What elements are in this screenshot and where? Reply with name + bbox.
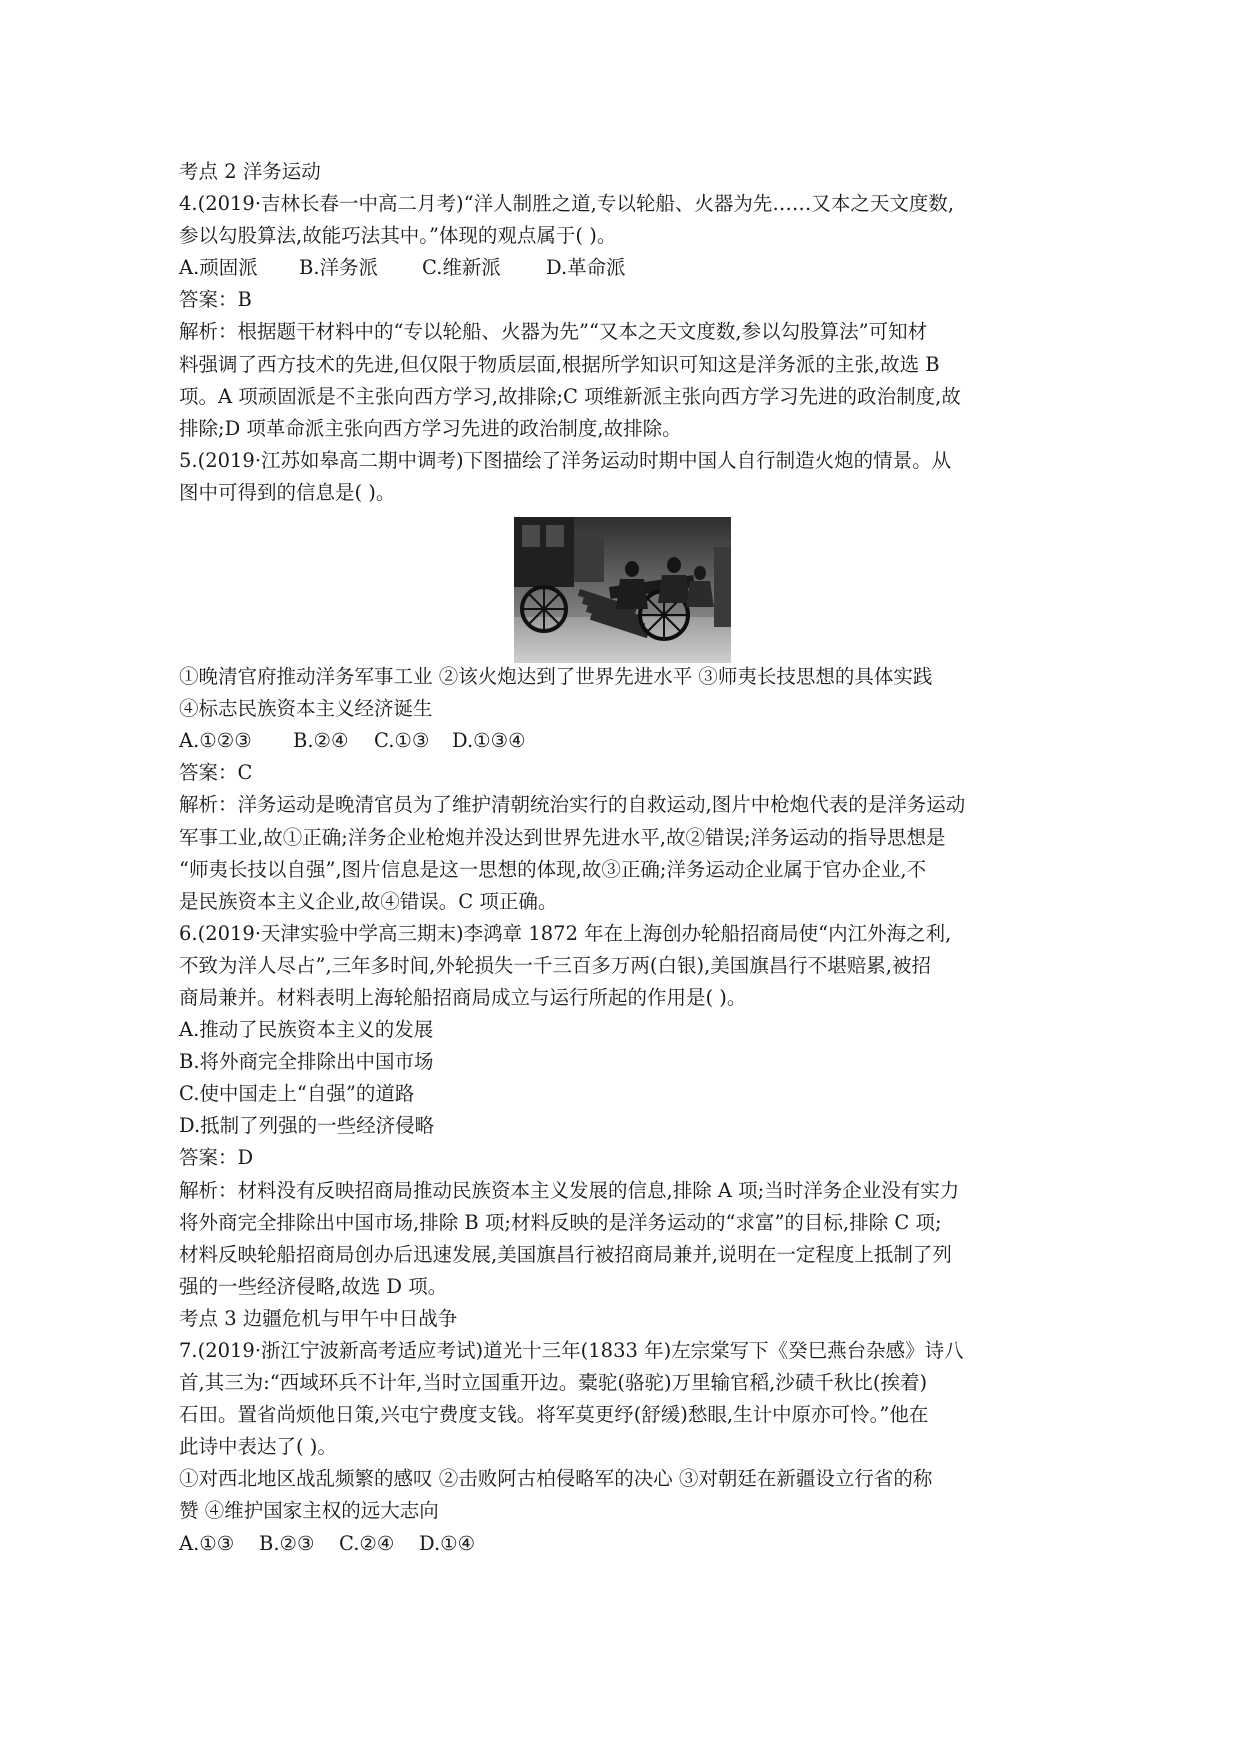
- option-d: D.①③④: [452, 729, 526, 753]
- option-a: A.推动了民族资本主义的发展: [179, 1018, 434, 1042]
- question-stem-line: 首,其三为:“西域环兵不计年,当时立国重开边。橐驼(骆驼)万里输官稻,沙碛千秋比(挨着): [179, 1371, 928, 1395]
- exam-content: [179, 156, 1069, 1560]
- photo-illustration: [514, 517, 731, 663]
- analysis-line: 排除;D 项革命派主张向西方学习先进的政治制度,故排除。: [179, 416, 682, 440]
- question-7: [179, 1335, 1069, 1560]
- question-4: [179, 188, 1069, 445]
- statement-line: ④标志民族资本主义经济诞生: [179, 697, 433, 721]
- question-stem-line: 6.(2019·天津实验中学高三期末)李鸿章 1872 年在上海创办轮船招商局使“内江外海之利,: [179, 921, 952, 945]
- option-c: C.②④: [339, 1531, 395, 1555]
- question-stem-line: 商局兼并。材料表明上海轮船招商局成立与运行所起的作用是( )。: [179, 985, 747, 1009]
- analysis-line: 材料反映轮船招商局创办后迅速发展,美国旗昌行被招商局兼并,说明在一定程度上抵制了列: [179, 1242, 952, 1266]
- question-stem-line: 4.(2019·吉林长春一中高二月考)“洋人制胜之道,专以轮船、火器为先……又本之天文度数,: [179, 192, 955, 216]
- question-stem-line: 此诗中表达了( )。: [179, 1435, 337, 1459]
- option-c: C.①③: [374, 729, 430, 753]
- answer-line: 答案：B: [179, 288, 252, 312]
- option-b: B.洋务派: [299, 256, 379, 280]
- option-d: D.①④: [419, 1531, 476, 1555]
- option-a: A.①③: [179, 1531, 235, 1555]
- analysis-line: 强的一些经济侵略,故选 D 项。: [179, 1274, 448, 1298]
- section-heading: 考点 3 边疆危机与甲午中日战争: [179, 1306, 458, 1330]
- analysis-line: 料强调了西方技术的先进,但仅限于物质层面,根据所学知识可知这是洋务派的主张,故选 B: [179, 352, 940, 376]
- section-heading: 考点 2 洋务运动: [179, 160, 321, 183]
- option-a: A.顽固派: [179, 256, 258, 280]
- statement-line: ①对西北地区战乱频繁的感叹 ②击败阿古柏侵略军的决心 ③对朝廷在新疆设立行省的称: [179, 1467, 933, 1491]
- options-row: [179, 1528, 1069, 1560]
- option-c: C.使中国走上“自强”的道路: [179, 1082, 415, 1106]
- question-stem-line: 不致为洋人尽占”,三年多时间,外轮损失一千三百多万两(白银),美国旗昌行不堪赔累,被招: [179, 953, 931, 977]
- question-stem-line: 图中可得到的信息是( )。: [179, 480, 396, 504]
- question-stem-line: 5.(2019·江苏如皋高二期中调考)下图描绘了洋务运动时期中国人自行制造火炮的情景。从: [179, 448, 952, 472]
- option-a: A.①②③: [179, 729, 252, 753]
- cannon-factory-photo: [514, 517, 731, 663]
- answer-line: 答案：D: [179, 1146, 254, 1170]
- question-6: [179, 918, 1069, 1303]
- option-b: B.②③: [259, 1531, 315, 1555]
- analysis-line: 解析：材料没有反映招商局推动民族资本主义发展的信息,排除 A 项;当时洋务企业没有实力: [179, 1178, 960, 1202]
- options-row: [179, 725, 1069, 757]
- question-5: [179, 445, 1069, 918]
- analysis-line: 将外商完全排除出中国市场,排除 B 项;材料反映的是洋务运动的“求富”的目标,排除 C 项;: [179, 1210, 942, 1234]
- question-stem-line: 石田。置省尚烦他日策,兴屯宁费度支钱。将军莫更纾(舒缓)愁眼,生计中原亦可怜。”他在: [179, 1403, 929, 1427]
- analysis-line: 项。A 项顽固派是不主张向西方学习,故排除;C 项维新派主张向西方学习先进的政治制度,故: [179, 384, 961, 408]
- option-b: B.将外商完全排除出中国市场: [179, 1050, 434, 1074]
- analysis-line: 解析：根据题干材料中的“专以轮船、火器为先”“又本之天文度数,参以勾股算法”可知材: [179, 320, 928, 344]
- question-stem-line: 7.(2019·浙江宁波新高考适应考试)道光十三年(1833 年)左宗棠写下《癸巳燕台杂感》诗八: [179, 1339, 964, 1362]
- statement-line: ①晚清官府推动洋务军事工业 ②该火炮达到了世界先进水平 ③师夷长技思想的具体实践: [179, 665, 933, 689]
- options-row: [179, 252, 1069, 284]
- statement-line: 赞 ④维护国家主权的远大志向: [179, 1499, 439, 1523]
- option-c: C.维新派: [422, 256, 501, 280]
- figure-container: [179, 517, 1069, 657]
- analysis-line: “师夷长技以自强”,图片信息是这一思想的体现,故③正确;洋务运动企业属于官办企业,不: [179, 857, 927, 881]
- option-b: B.②④: [293, 729, 349, 753]
- analysis-line: 解析：洋务运动是晚清官员为了维护清朝统治实行的自救运动,图片中枪炮代表的是洋务运动: [179, 793, 966, 817]
- analysis-line: 军事工业,故①正确;洋务企业枪炮并没达到世界先进水平,故②错误;洋务运动的指导思想是: [179, 825, 946, 849]
- option-d: D.革命派: [546, 256, 626, 280]
- question-stem-line: 参以勾股算法,故能巧法其中。”体现的观点属于( )。: [179, 224, 617, 248]
- option-d: D.抵制了列强的一些经济侵略: [179, 1114, 435, 1138]
- analysis-line: 是民族资本主义企业,故④错误。C 项正确。: [179, 889, 558, 913]
- answer-line: 答案：C: [179, 761, 253, 785]
